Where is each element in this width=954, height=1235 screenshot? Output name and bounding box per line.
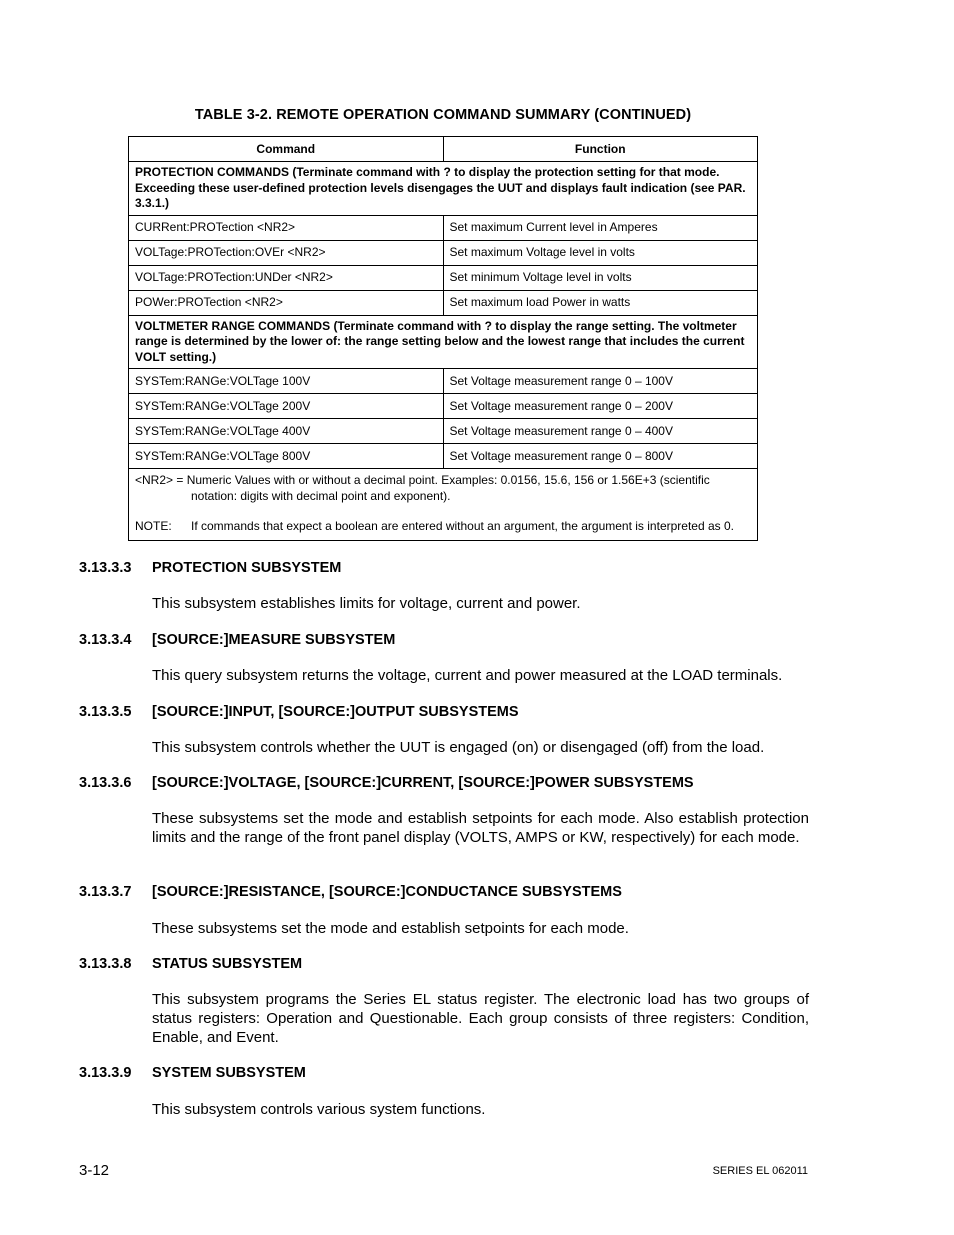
header-command: Command [129,137,444,162]
command-cell: POWer:PROTection <NR2> [129,290,444,315]
voltmeter-section-row [129,315,758,369]
section-heading [79,560,341,576]
function-cell: Set maximum Current level in Amperes [443,215,758,240]
command-cell: SYSTem:RANGe:VOLTage 200V [129,394,444,419]
section-body: This subsystem controls whether the UUT is engaged (on) or disengaged (off) from the load. [152,739,765,756]
section-title: SYSTEM SUBSYSTEM [152,1065,306,1081]
section-number: 3.13.3.8 [79,956,132,972]
section-body: This subsystem programs the Series EL status register. The electronic load has two groups of status registers: Operation and Questionable. Each group consists of three registers: Condition, Enable, and Event. [152,991,809,1046]
function-cell: Set maximum Voltage level in volts [443,240,758,265]
table-row [129,419,758,444]
table-row [129,240,758,265]
section-heading [79,632,395,648]
section-number: 3.13.3.3 [79,560,132,576]
section-heading [79,775,694,791]
section-number: 3.13.3.9 [79,1065,132,1081]
boolean-note [135,518,751,534]
protection-section-row [129,162,758,216]
section-heading [79,956,302,972]
table-row [129,290,758,315]
command-cell: VOLTage:PROTection:UNDer <NR2> [129,265,444,290]
section-title: [SOURCE:]RESISTANCE, [SOURCE:]CONDUCTANCE SUBSYSTEMS [152,884,622,900]
section-number: 3.13.3.7 [79,884,132,900]
function-cell: Set Voltage measurement range 0 – 800V [443,444,758,469]
section-number: 3.13.3.4 [79,632,132,648]
section-number: 3.13.3.6 [79,775,132,791]
command-cell: SYSTem:RANGe:VOLTage 800V [129,444,444,469]
command-cell: VOLTage:PROTection:OVEr <NR2> [129,240,444,265]
section-number: 3.13.3.5 [79,704,132,720]
table-row [129,369,758,394]
command-cell: CURRent:PROTection <NR2> [129,215,444,240]
function-cell: Set minimum Voltage level in volts [443,265,758,290]
header-function: Function [443,137,758,162]
table-row [129,444,758,469]
series-footer: SERIES EL 062011 [712,1165,808,1177]
nr2-note-line1: <NR2> = Numeric Values with or without a decimal point. Examples: 0.0156, 15.6, 156 or 1.56E+3 (scientific [135,473,710,487]
command-summary-table [128,136,758,541]
section-body: This subsystem controls various system functions. [152,1101,486,1118]
section-title: STATUS SUBSYSTEM [152,956,303,972]
voltmeter-section-header: VOLTMETER RANGE COMMANDS (Terminate command with ? to display the range setting. The voltmeter range is determined by the lower of: the range setting below and the lowest range that includes the current VOLT setting.) [129,315,758,369]
note-label: NOTE: [135,519,172,533]
protection-section-header: PROTECTION COMMANDS (Terminate command with ? to display the protection setting for that mode. Exceeding these user-defined protection levels disengages the UUT and displays fault indication (see PAR. 3.3.1.) [129,162,758,216]
section-body: These subsystems set the mode and establish setpoints for each mode. Also establish protection limits and the range of the front panel display (VOLTS, AMPS or KW, respectively) for each mode. [152,810,809,846]
table-row [129,215,758,240]
function-cell: Set maximum load Power in watts [443,290,758,315]
command-cell: SYSTem:RANGe:VOLTage 400V [129,419,444,444]
section-title: [SOURCE:]VOLTAGE, [SOURCE:]CURRENT, [SOURCE:]POWER SUBSYSTEMS [152,775,694,791]
table-notes [129,469,758,541]
section-body: This subsystem establishes limits for voltage, current and power. [152,595,581,612]
note-text: If commands that expect a boolean are entered without an argument, the argument is interpreted as 0. [191,519,734,533]
table-title: TABLE 3-2. REMOTE OPERATION COMMAND SUMMARY (CONTINUED) [194,107,692,123]
section-body: These subsystems set the mode and establish setpoints for each mode. [152,920,629,937]
nr2-note-line2: notation: digits with decimal point and exponent). [191,489,451,503]
function-cell: Set Voltage measurement range 0 – 100V [443,369,758,394]
section-title: [SOURCE:]MEASURE SUBSYSTEM [152,632,396,648]
command-cell: SYSTem:RANGe:VOLTage 100V [129,369,444,394]
section-heading [79,704,519,720]
table-row [129,265,758,290]
function-cell: Set Voltage measurement range 0 – 200V [443,394,758,419]
section-heading [79,1065,306,1081]
section-title: PROTECTION SUBSYSTEM [152,560,342,576]
function-cell: Set Voltage measurement range 0 – 400V [443,419,758,444]
page-number: 3-12 [79,1162,110,1179]
table-row [129,394,758,419]
section-title: [SOURCE:]INPUT, [SOURCE:]OUTPUT SUBSYSTEMS [152,704,519,720]
section-body: This query subsystem returns the voltage, current and power measured at the LOAD terminals. [152,667,783,684]
table-header-row [129,137,758,162]
section-heading [79,884,622,900]
table-notes-row [129,469,758,541]
